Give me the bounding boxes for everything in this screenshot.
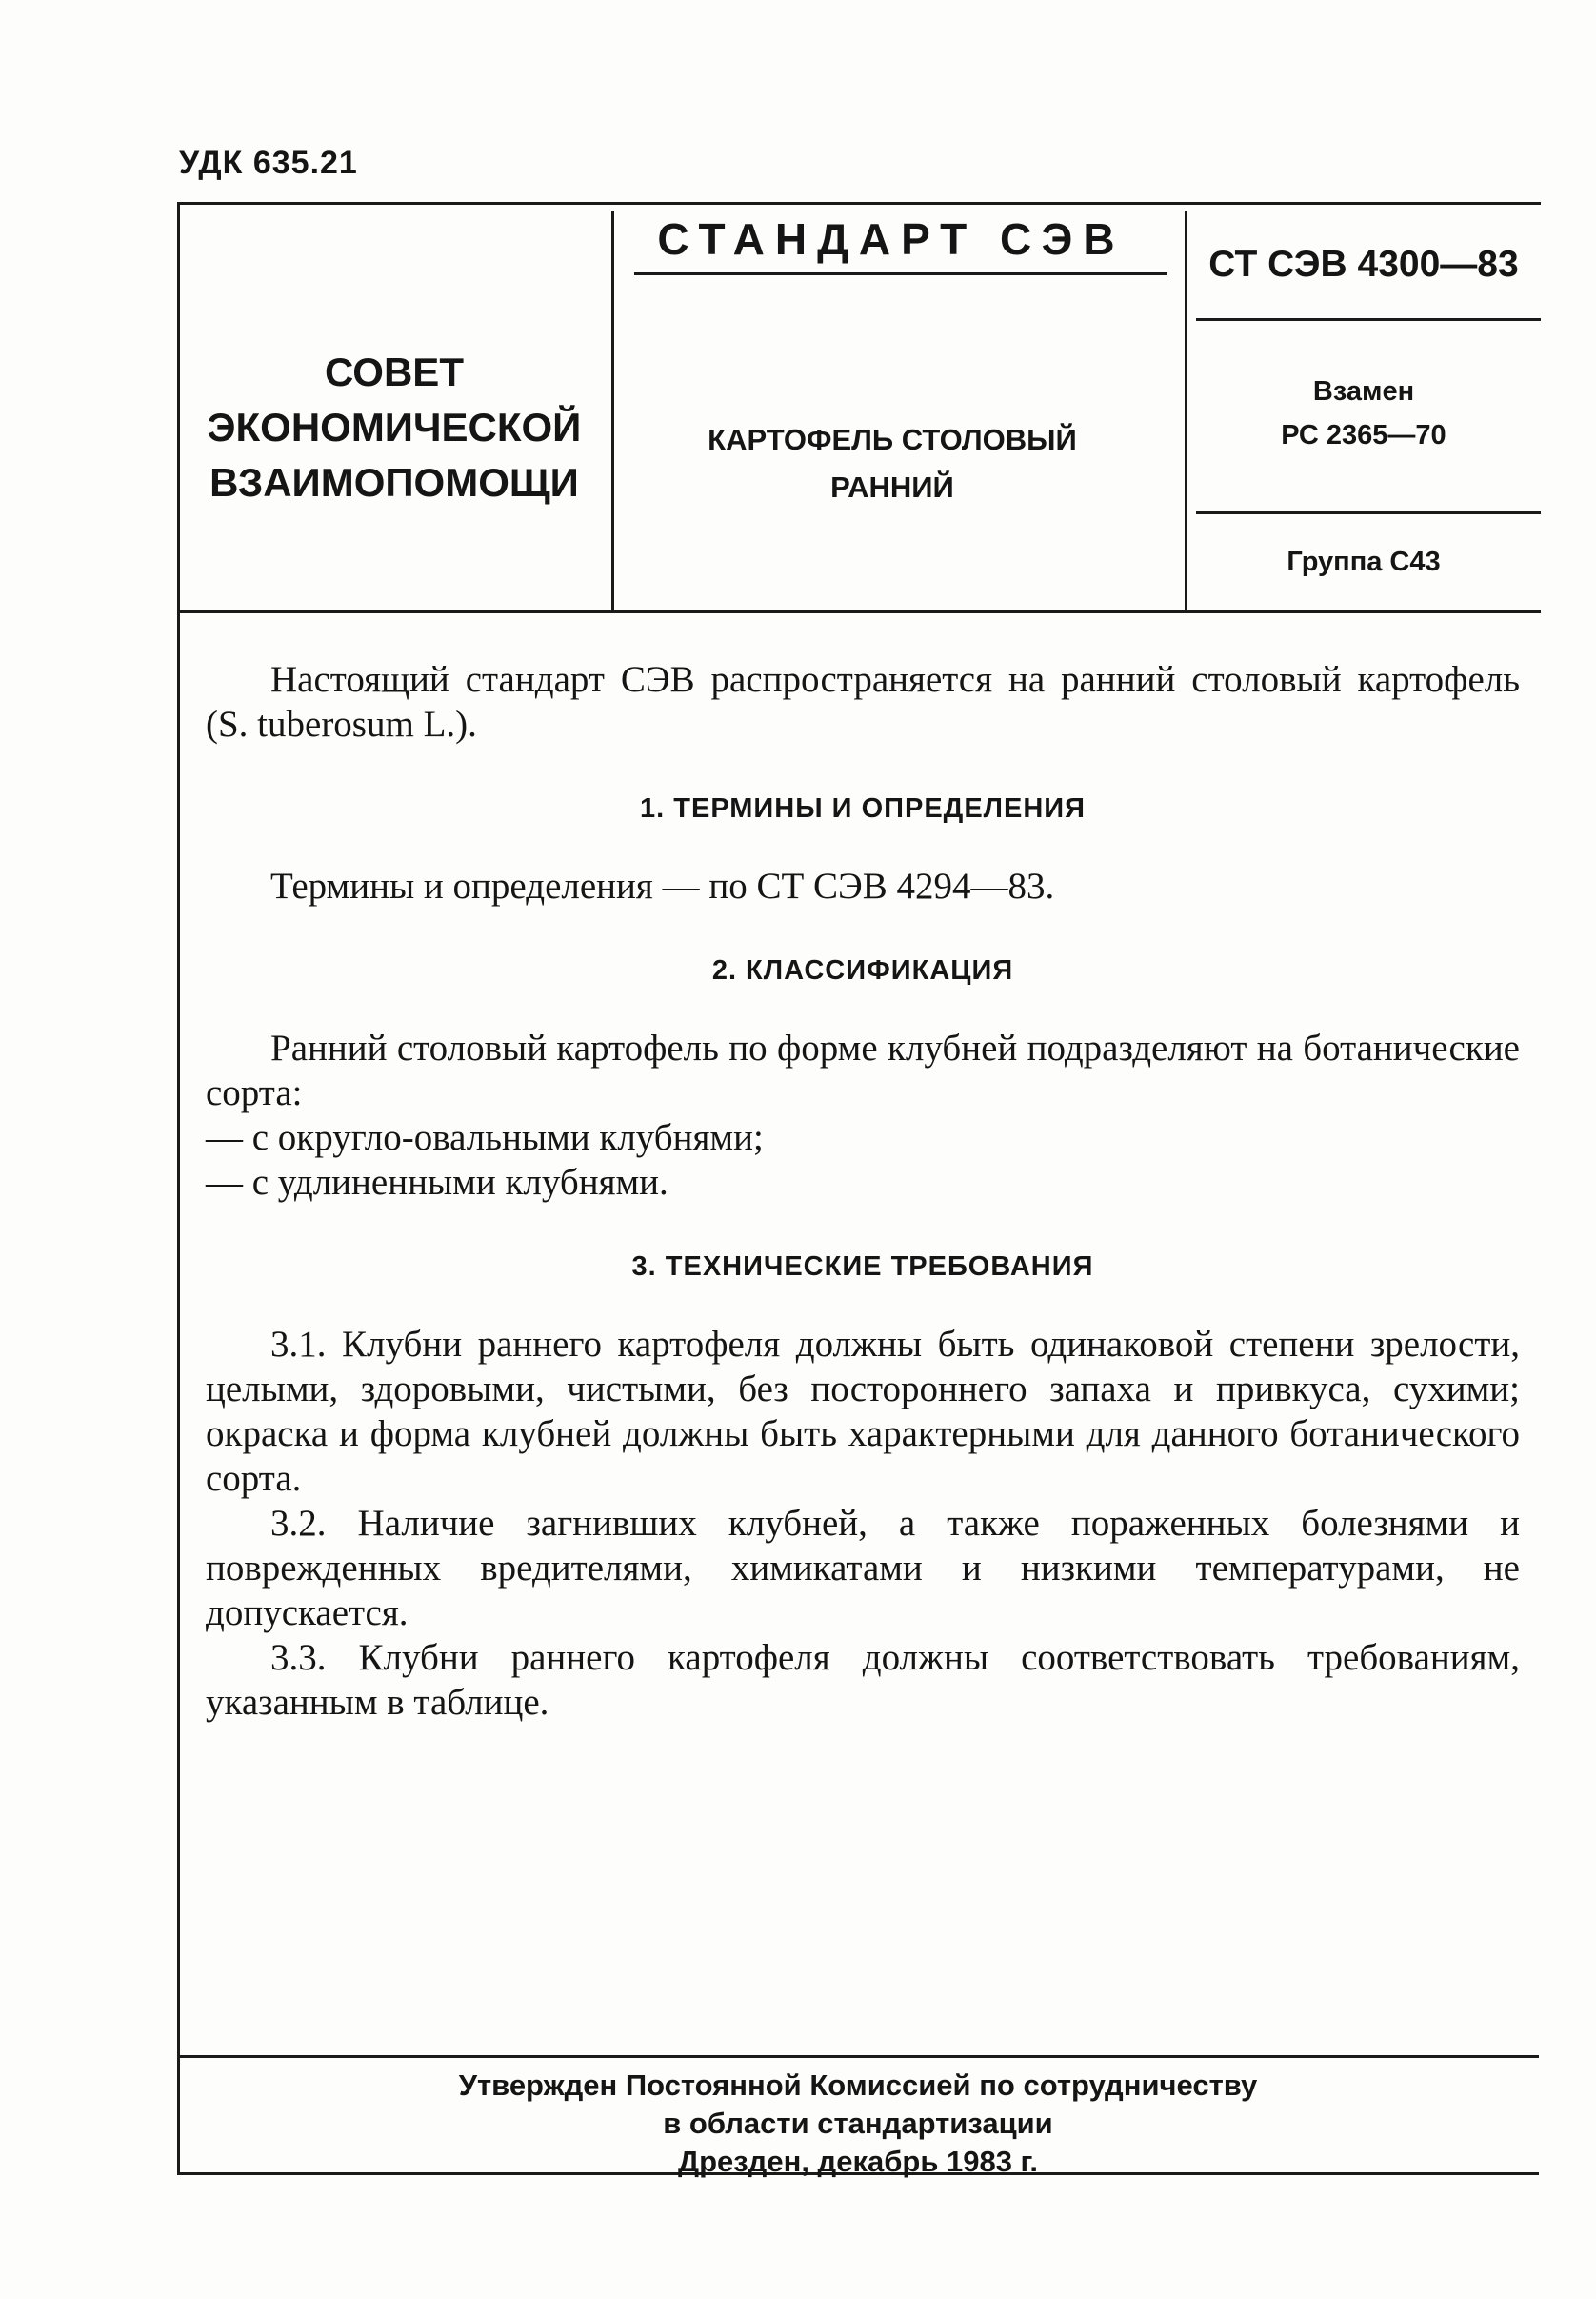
document-title [611, 416, 1173, 511]
title-line: РАННИЙ [830, 470, 954, 504]
document-body [206, 657, 1520, 1725]
council-line: ВЗАИМОПОМОЩИ [209, 460, 579, 505]
udk-code: УДК 635.21 [179, 145, 358, 181]
replaces-label: Взамен [1312, 376, 1415, 407]
section-heading: 1. ТЕРМИНЫ И ОПРЕДЕЛЕНИЯ [640, 793, 1086, 824]
number-divider [1196, 318, 1541, 321]
council-name [177, 345, 611, 510]
clause: 3.2. Наличие загнивших клубней, а также пораженных болезнями и поврежденных вредителями, химикатами и низкими температурами, не допускается. [206, 1503, 1520, 1633]
section-heading: 3. ТЕХНИЧЕСКИЕ ТРЕБОВАНИЯ [631, 1251, 1094, 1282]
header-table [177, 202, 1541, 613]
group-divider [1196, 511, 1541, 514]
intro-paragraph: Настоящий стандарт СЭВ распространяется на ранний столовый картофель (S. tuberosum L.). [206, 659, 1520, 745]
footer-line: Утвержден Постоянной Комиссией по сотрудничеству [458, 2069, 1258, 2102]
section-heading: 2. КЛАССИФИКАЦИЯ [711, 955, 1014, 986]
standard-label-underline [634, 272, 1167, 275]
paragraph: Ранний столовый картофель по форме клубней подразделяют на ботанические сорта: [206, 1028, 1520, 1113]
clause: 3.1. Клубни раннего картофеля должны быть одинаковой степени зрелости, целыми, здоровыми, чистыми, без постороннего запаха и привкуса, сухими; окраска и форма клубней должны быть характерными для данного ботанического сорта. [206, 1324, 1520, 1499]
council-line: ЭКОНОМИЧЕСКОЙ [207, 405, 582, 450]
header-bottom-border [177, 610, 1541, 613]
replaces-number: РС 2365—70 [1281, 420, 1446, 450]
replaces-standard [1187, 370, 1541, 457]
clause: 3.3. Клубни раннего картофеля должны соответствовать требованиям, указанным в таблице. [206, 1637, 1520, 1723]
header-divider-left [611, 211, 614, 611]
list-item: — с округло-овальными клубнями; [206, 1117, 764, 1158]
title-line: КАРТОФЕЛЬ СТОЛОВЫЙ [708, 423, 1077, 456]
header-top-border [177, 202, 1541, 205]
council-line: СОВЕТ [325, 350, 464, 394]
footer-top-border [177, 2055, 1539, 2058]
group-code: Группа С43 [1287, 547, 1441, 577]
approval-footer [177, 2067, 1539, 2181]
footer-line: Дрезден, декабрь 1983 г. [678, 2145, 1038, 2178]
footer-line: в области стандартизации [663, 2107, 1053, 2140]
standard-label: СТАНДАРТ СЭВ [657, 214, 1126, 264]
list-item: — с удлиненными клубнями. [206, 1162, 668, 1203]
standard-number: СТ СЭВ 4300—83 [1208, 244, 1519, 285]
paragraph: Термины и определения — по СТ СЭВ 4294—83. [270, 866, 1055, 907]
left-page-border [177, 202, 180, 2175]
